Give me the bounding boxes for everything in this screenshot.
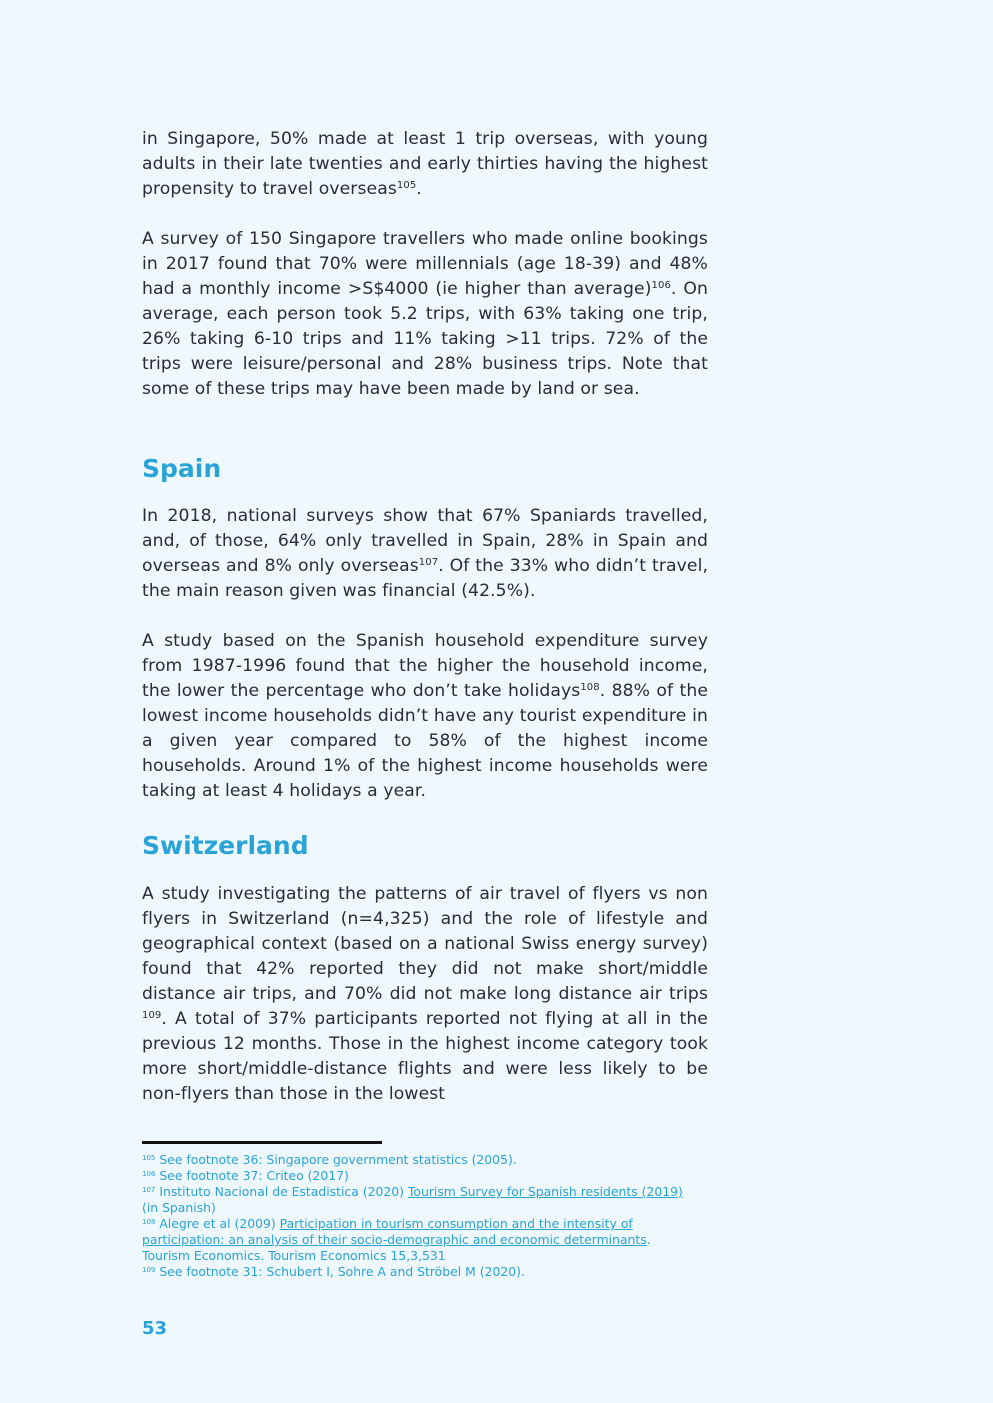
spain-paragraph-1: In 2018, national surveys show that 67% Spaniards travelled, and, of those, 64% only travelled in Spain, 28% in Spain and overseas and 8% only overseas$^{107}$. Of the 33% who didn’t travel, the main reason given was financial (42.5%). xyxy=(142,506,709,601)
intro-section xyxy=(142,127,708,202)
footnote-106: $^{106}$ See footnote 37: Criteo (2017) xyxy=(142,1168,349,1183)
footnotes xyxy=(142,1152,702,1280)
spain-paragraph-2: A study based on the Spanish household expenditure survey from 1987-1996 found that the higher the household income, the lower the percentage who don’t take holidays$^{108}$. 88% of the lowest income households didn’t have any tourist expenditure in a given year compared to 58% of the highest income households. Around 1% of the highest income households were taking at least 4 holidays a year. xyxy=(142,631,709,801)
footnote-ref-107[interactable]: 107 xyxy=(418,557,439,568)
footnote-108: $^{108}$ Alegre et al (2009) Participation in tourism consumption and the intensity of participation: an analysis of their socio-demographic and economic determinants. Tourism Economics. Tourism Economics 15,3,531 xyxy=(142,1216,651,1263)
spain-heading-block xyxy=(142,454,708,484)
footnote-107-link[interactable]: Tourism Survey for Spanish residents (2019) xyxy=(407,1184,683,1199)
footnote-divider xyxy=(142,1141,382,1144)
switzerland-heading-block xyxy=(142,831,708,861)
spain-heading: Spain xyxy=(142,454,222,483)
footnote-ref-108[interactable]: 108 xyxy=(580,682,600,693)
footnote-109: $^{109}$ See footnote 31: Schubert I, Sohre A and Ströbel M (2020). xyxy=(142,1264,525,1279)
intro-paragraph-2: A survey of 150 Singapore travellers who made online bookings in 2017 found that 70% were millennials (age 18-39) and 48% had a monthly income >S$4000 (ie higher than average)$^{106}$. On average, each person took 5.2 trips, with 63% taking one trip, 26% taking 6-10 trips and 11% taking >11 trips. 72% of the trips were leisure/personal and 28% business trips. Note that some of these trips may have been made by land or sea. xyxy=(142,229,709,399)
intro-paragraph-1: in Singapore, 50% made at least 1 trip overseas, with young adults in their late twenties and early thirties having the highest propensity to travel overseas$^{105}$. xyxy=(142,129,708,199)
switzerland-heading: Switzerland xyxy=(142,831,309,860)
footnote-ref-105[interactable]: 105 xyxy=(396,180,417,191)
intro-paragraph-2-block xyxy=(142,227,708,402)
switzerland-paragraph-1: A study investigating the patterns of air travel of flyers vs non flyers in Switzerland (n=4,325) and the role of lifestyle and geographical context (based on a national Swiss energy survey) found that 42% reported they did not make short/middle distance air trips, and 70% did not make long distance air trips $^{109}$. A total of 37% participants reported not flying at all in the previous 12 months. Those in the highest income category took more short/middle-distance flights and were less likely to be non-flyers than those in the lowest xyxy=(142,884,708,1104)
footnote-ref-109[interactable]: 109 xyxy=(142,1010,162,1021)
footnote-108-link[interactable]: Participation in tourism consumption and the intensity of participation: an analysis of their socio-demographic and economic determinants xyxy=(142,1216,647,1247)
page-number: 53 xyxy=(142,1318,168,1339)
footnote-ref-106[interactable]: 106 xyxy=(651,280,671,291)
footnote-105: $^{105}$ See footnote 36: Singapore government statistics (2005). xyxy=(142,1152,517,1167)
footnote-107: $^{107}$ Instituto Nacional de Estadistica (2020) Tourism Survey for Spanish residents (2019) (in Spanish) xyxy=(142,1184,683,1215)
switzerland-paragraph-1-block xyxy=(142,882,708,1107)
spain-paragraph-1-block xyxy=(142,504,708,604)
spain-paragraph-2-block xyxy=(142,629,708,804)
